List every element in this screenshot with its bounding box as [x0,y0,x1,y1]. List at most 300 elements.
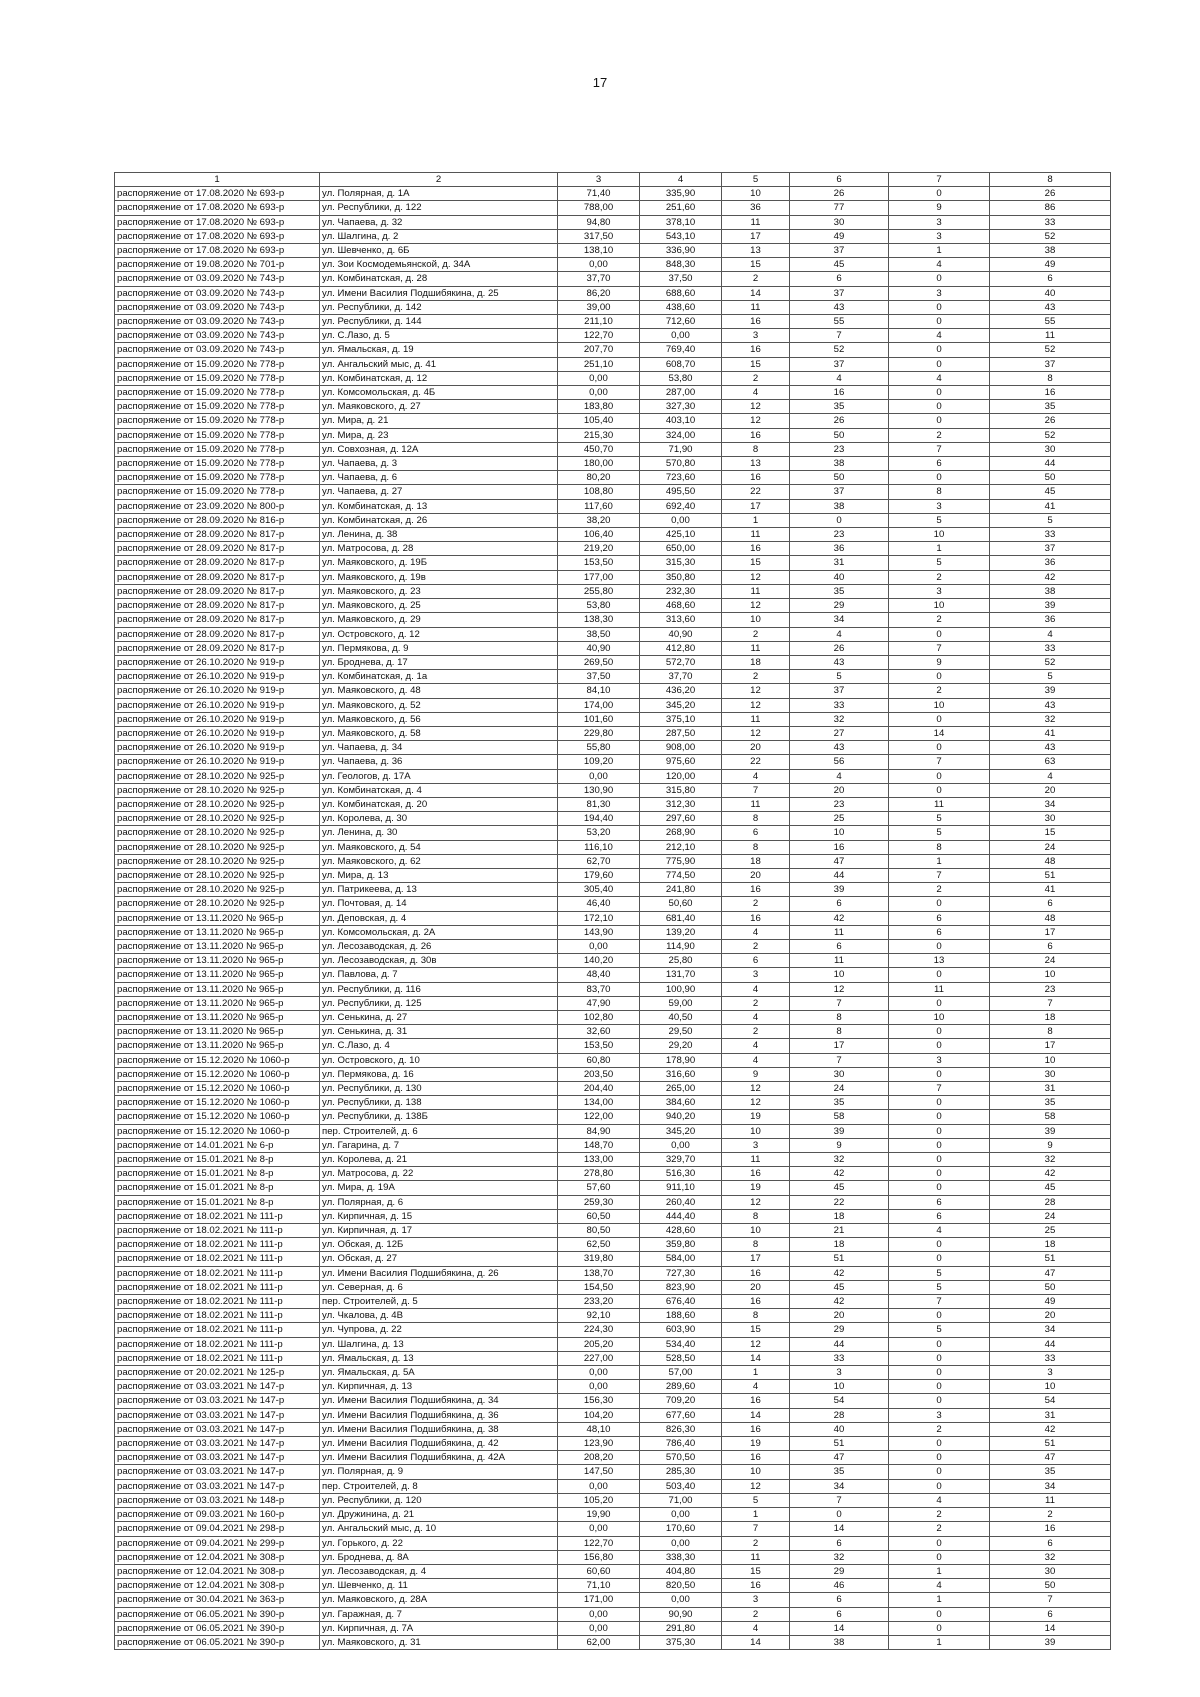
table-row [115,300,1111,314]
count-3-cell: 3 [889,229,990,243]
total-cell: 39 [990,1635,1111,1649]
total-cell: 38 [990,584,1111,598]
area-2-cell: 40,50 [640,1010,722,1024]
table-row [115,897,1111,911]
total-cell: 31 [990,1408,1111,1422]
table-row [115,840,1111,854]
table-row [115,1323,1111,1337]
count-3-cell: 2 [889,1422,990,1436]
total-cell: 42 [990,570,1111,584]
count-3-cell: 1 [889,244,990,258]
address-cell: ул. Ямальская, д. 19 [320,343,558,357]
total-cell: 35 [990,1096,1111,1110]
address-cell: ул. Кирпичная, д. 15 [320,1209,558,1223]
address-cell: ул. Почтовая, д. 14 [320,897,558,911]
count-2-cell: 27 [790,726,889,740]
area-1-cell: 105,20 [558,1493,640,1507]
count-2-cell: 55 [790,315,889,329]
count-2-cell: 37 [790,684,889,698]
total-cell: 9 [990,1138,1111,1152]
address-cell: ул. Обская, д. 12Б [320,1238,558,1252]
count-3-cell: 0 [889,272,990,286]
order-cell: распоряжение от 18.02.2021 № 111-р [115,1351,320,1365]
area-1-cell: 0,00 [558,371,640,385]
area-2-cell: 170,60 [640,1522,722,1536]
table-row [115,343,1111,357]
area-2-cell: 285,30 [640,1465,722,1479]
area-1-cell: 208,20 [558,1451,640,1465]
address-cell: ул. Полярная, д. 9 [320,1465,558,1479]
area-1-cell: 62,50 [558,1238,640,1252]
order-cell: распоряжение от 13.11.2020 № 965-р [115,1025,320,1039]
table-row [115,1522,1111,1536]
total-cell: 36 [990,613,1111,627]
count-3-cell: 0 [889,1394,990,1408]
count-2-cell: 6 [790,897,889,911]
total-cell: 31 [990,1082,1111,1096]
count-2-cell: 50 [790,471,889,485]
table-row [115,1252,1111,1266]
area-1-cell: 60,60 [558,1564,640,1578]
order-cell: распоряжение от 28.10.2020 № 925-р [115,854,320,868]
order-cell: распоряжение от 09.04.2021 № 298-р [115,1522,320,1536]
count-1-cell: 12 [722,1082,790,1096]
count-1-cell: 15 [722,1323,790,1337]
area-2-cell: 516,30 [640,1167,722,1181]
order-cell: распоряжение от 26.10.2020 № 919-р [115,684,320,698]
area-2-cell: 543,10 [640,229,722,243]
area-1-cell: 317,50 [558,229,640,243]
count-1-cell: 16 [722,343,790,357]
area-1-cell: 140,20 [558,954,640,968]
count-1-cell: 17 [722,229,790,243]
order-cell: распоряжение от 03.03.2021 № 147-р [115,1437,320,1451]
area-1-cell: 38,20 [558,513,640,527]
area-2-cell: 425,10 [640,528,722,542]
count-2-cell: 34 [790,613,889,627]
area-2-cell: 436,20 [640,684,722,698]
address-cell: ул. Комсомольская, д. 4Б [320,386,558,400]
address-cell: ул. Деповская, д. 4 [320,911,558,925]
area-1-cell: 143,90 [558,925,640,939]
total-cell: 52 [990,229,1111,243]
total-cell: 18 [990,1238,1111,1252]
count-3-cell: 0 [889,386,990,400]
count-1-cell: 14 [722,286,790,300]
count-2-cell: 6 [790,939,889,953]
order-cell: распоряжение от 28.10.2020 № 925-р [115,897,320,911]
count-1-cell: 11 [722,528,790,542]
count-2-cell: 28 [790,1408,889,1422]
area-1-cell: 153,50 [558,556,640,570]
address-cell: ул. Королева, д. 21 [320,1153,558,1167]
area-1-cell: 84,10 [558,684,640,698]
count-2-cell: 44 [790,868,889,882]
count-3-cell: 0 [889,300,990,314]
count-1-cell: 7 [722,783,790,797]
total-cell: 50 [990,1579,1111,1593]
table-row [115,1195,1111,1209]
address-cell: ул. Кирпичная, д. 7А [320,1621,558,1635]
table-row [115,584,1111,598]
area-1-cell: 255,80 [558,584,640,598]
column-header: 4 [640,173,722,187]
count-2-cell: 34 [790,1479,889,1493]
address-cell: ул. Комбинатская, д. 20 [320,797,558,811]
count-2-cell: 12 [790,982,889,996]
order-cell: распоряжение от 13.11.2020 № 965-р [115,1010,320,1024]
area-2-cell: 29,50 [640,1025,722,1039]
count-3-cell: 0 [889,1067,990,1081]
order-cell: распоряжение от 15.09.2020 № 778-р [115,428,320,442]
count-1-cell: 12 [722,1096,790,1110]
area-1-cell: 156,80 [558,1550,640,1564]
total-cell: 43 [990,300,1111,314]
area-2-cell: 428,60 [640,1224,722,1238]
address-cell: ул. Чкалова, д. 4В [320,1309,558,1323]
address-cell: ул. Комбинатская, д. 4 [320,783,558,797]
order-cell: распоряжение от 15.09.2020 № 778-р [115,485,320,499]
count-3-cell: 0 [889,1025,990,1039]
count-3-cell: 0 [889,1167,990,1181]
count-2-cell: 29 [790,1564,889,1578]
count-1-cell: 20 [722,868,790,882]
address-cell: ул. Броднева, д. 17 [320,655,558,669]
count-2-cell: 56 [790,755,889,769]
count-2-cell: 10 [790,968,889,982]
count-2-cell: 38 [790,1635,889,1649]
total-cell: 41 [990,726,1111,740]
count-3-cell: 5 [889,513,990,527]
order-cell: распоряжение от 18.02.2021 № 111-р [115,1224,320,1238]
count-1-cell: 19 [722,1181,790,1195]
address-cell: ул. С.Лазо, д. 5 [320,329,558,343]
address-cell: ул. Маяковского, д. 19в [320,570,558,584]
area-2-cell: 688,60 [640,286,722,300]
area-2-cell: 131,70 [640,968,722,982]
total-cell: 28 [990,1195,1111,1209]
area-2-cell: 584,00 [640,1252,722,1266]
table-row [115,1337,1111,1351]
count-3-cell: 0 [889,741,990,755]
order-cell: распоряжение от 06.05.2021 № 390-р [115,1607,320,1621]
area-1-cell: 117,60 [558,499,640,513]
area-2-cell: 100,90 [640,982,722,996]
table-row [115,1508,1111,1522]
count-3-cell: 0 [889,1039,990,1053]
address-cell: ул. Чапаева, д. 3 [320,457,558,471]
area-2-cell: 335,90 [640,187,722,201]
total-cell: 39 [990,1124,1111,1138]
address-cell: ул. Северная, д. 6 [320,1280,558,1294]
area-2-cell: 289,60 [640,1380,722,1394]
order-cell: распоряжение от 13.11.2020 № 965-р [115,1039,320,1053]
count-1-cell: 16 [722,1394,790,1408]
count-2-cell: 26 [790,641,889,655]
table-row [115,556,1111,570]
table-row [115,1039,1111,1053]
area-2-cell: 324,00 [640,428,722,442]
total-cell: 49 [990,258,1111,272]
table-row [115,1110,1111,1124]
count-1-cell: 8 [722,812,790,826]
column-header: 6 [790,173,889,187]
order-cell: распоряжение от 17.08.2020 № 693-р [115,201,320,215]
area-1-cell: 81,30 [558,797,640,811]
area-1-cell: 46,40 [558,897,640,911]
address-cell: ул. Шевченко, д. 6Б [320,244,558,258]
count-3-cell: 0 [889,670,990,684]
count-3-cell: 3 [889,499,990,513]
table-row [115,1451,1111,1465]
area-2-cell: 404,80 [640,1564,722,1578]
table-row [115,826,1111,840]
area-1-cell: 102,80 [558,1010,640,1024]
table-row [115,1422,1111,1436]
address-cell: ул. Мира, д. 19А [320,1181,558,1195]
address-cell: ул. Ангальский мыс, д. 10 [320,1522,558,1536]
order-cell: распоряжение от 28.09.2020 № 817-р [115,528,320,542]
count-1-cell: 12 [722,570,790,584]
area-1-cell: 106,40 [558,528,640,542]
total-cell: 35 [990,400,1111,414]
table-row [115,968,1111,982]
count-1-cell: 8 [722,442,790,456]
order-cell: распоряжение от 28.09.2020 № 817-р [115,556,320,570]
count-1-cell: 15 [722,556,790,570]
address-cell: ул. Чапаева, д. 34 [320,741,558,755]
count-2-cell: 24 [790,1082,889,1096]
total-cell: 26 [990,187,1111,201]
count-2-cell: 7 [790,1493,889,1507]
order-cell: распоряжение от 03.09.2020 № 743-р [115,286,320,300]
order-cell: распоряжение от 03.03.2021 № 147-р [115,1465,320,1479]
total-cell: 45 [990,485,1111,499]
count-3-cell: 10 [889,698,990,712]
area-2-cell: 375,30 [640,1635,722,1649]
count-3-cell: 0 [889,1380,990,1394]
count-1-cell: 20 [722,1280,790,1294]
table-row [115,1224,1111,1238]
area-1-cell: 194,40 [558,812,640,826]
count-3-cell: 5 [889,826,990,840]
count-1-cell: 12 [722,1337,790,1351]
area-1-cell: 180,00 [558,457,640,471]
area-2-cell: 0,00 [640,329,722,343]
count-1-cell: 15 [722,357,790,371]
area-1-cell: 0,00 [558,1607,640,1621]
order-cell: распоряжение от 28.09.2020 № 817-р [115,599,320,613]
count-2-cell: 51 [790,1252,889,1266]
area-1-cell: 62,70 [558,854,640,868]
area-1-cell: 108,80 [558,485,640,499]
area-1-cell: 179,60 [558,868,640,882]
count-2-cell: 33 [790,698,889,712]
area-1-cell: 205,20 [558,1337,640,1351]
count-3-cell: 6 [889,1195,990,1209]
address-cell: ул. Мира, д. 21 [320,414,558,428]
area-2-cell: 327,30 [640,400,722,414]
order-cell: распоряжение от 03.03.2021 № 148-р [115,1493,320,1507]
table-row [115,513,1111,527]
count-2-cell: 8 [790,1025,889,1039]
count-3-cell: 0 [889,627,990,641]
address-cell: ул. Полярная, д. 1А [320,187,558,201]
order-cell: распоряжение от 26.10.2020 № 919-р [115,698,320,712]
count-2-cell: 20 [790,1309,889,1323]
address-cell: ул. Чупрова, д. 22 [320,1323,558,1337]
order-cell: распоряжение от 17.08.2020 № 693-р [115,244,320,258]
count-3-cell: 2 [889,883,990,897]
address-cell: ул. Патрикеева, д. 13 [320,883,558,897]
area-1-cell: 53,80 [558,599,640,613]
count-3-cell: 0 [889,357,990,371]
area-1-cell: 138,30 [558,613,640,627]
address-cell: ул. Ямальская, д. 13 [320,1351,558,1365]
count-2-cell: 14 [790,1522,889,1536]
area-1-cell: 227,00 [558,1351,640,1365]
area-2-cell: 25,80 [640,954,722,968]
table-row [115,883,1111,897]
count-3-cell: 0 [889,1621,990,1635]
count-2-cell: 58 [790,1110,889,1124]
order-cell: распоряжение от 28.09.2020 № 817-р [115,627,320,641]
area-1-cell: 0,00 [558,1479,640,1493]
address-cell: ул. Маяковского, д. 62 [320,854,558,868]
area-1-cell: 219,20 [558,542,640,556]
count-1-cell: 6 [722,826,790,840]
table-row [115,499,1111,513]
address-cell: ул. Полярная, д. 6 [320,1195,558,1209]
order-cell: распоряжение от 15.01.2021 № 8-р [115,1167,320,1181]
address-cell: ул. Королева, д. 30 [320,812,558,826]
order-cell: распоряжение от 28.10.2020 № 925-р [115,826,320,840]
order-cell: распоряжение от 12.04.2021 № 308-р [115,1579,320,1593]
count-1-cell: 10 [722,187,790,201]
count-2-cell: 7 [790,1053,889,1067]
area-1-cell: 174,00 [558,698,640,712]
table-row [115,670,1111,684]
area-2-cell: 139,20 [640,925,722,939]
area-1-cell: 71,10 [558,1579,640,1593]
total-cell: 30 [990,442,1111,456]
count-1-cell: 20 [722,741,790,755]
total-cell: 43 [990,698,1111,712]
address-cell: ул. Гаражная, д. 7 [320,1607,558,1621]
area-2-cell: 820,50 [640,1579,722,1593]
count-3-cell: 0 [889,769,990,783]
area-2-cell: 57,00 [640,1366,722,1380]
table-row [115,1053,1111,1067]
count-3-cell: 0 [889,1309,990,1323]
address-cell: ул. Комбинатская, д. 28 [320,272,558,286]
count-3-cell: 0 [889,471,990,485]
total-cell: 55 [990,315,1111,329]
count-1-cell: 2 [722,670,790,684]
count-1-cell: 12 [722,698,790,712]
count-2-cell: 25 [790,812,889,826]
area-1-cell: 156,30 [558,1394,640,1408]
count-3-cell: 0 [889,414,990,428]
address-cell: ул. Геологов, д. 17А [320,769,558,783]
area-1-cell: 0,00 [558,1380,640,1394]
order-cell: распоряжение от 28.09.2020 № 817-р [115,613,320,627]
count-3-cell: 0 [889,1536,990,1550]
count-2-cell: 45 [790,1181,889,1195]
address-cell: ул. Маяковского, д. 23 [320,584,558,598]
total-cell: 52 [990,343,1111,357]
area-2-cell: 438,60 [640,300,722,314]
address-cell: ул. Имени Василия Подшибякина, д. 42А [320,1451,558,1465]
table-row [115,1437,1111,1451]
order-cell: распоряжение от 15.12.2020 № 1060-р [115,1082,320,1096]
total-cell: 58 [990,1110,1111,1124]
address-cell: ул. Гагарина, д. 7 [320,1138,558,1152]
count-3-cell: 4 [889,258,990,272]
count-1-cell: 11 [722,1153,790,1167]
total-cell: 38 [990,244,1111,258]
table-row [115,655,1111,669]
order-cell: распоряжение от 03.09.2020 № 743-р [115,272,320,286]
area-2-cell: 495,50 [640,485,722,499]
area-1-cell: 319,80 [558,1252,640,1266]
area-1-cell: 269,50 [558,655,640,669]
order-cell: распоряжение от 13.11.2020 № 965-р [115,911,320,925]
count-3-cell: 3 [889,1053,990,1067]
count-3-cell: 2 [889,613,990,627]
count-2-cell: 6 [790,1593,889,1607]
area-2-cell: 911,10 [640,1181,722,1195]
area-1-cell: 134,00 [558,1096,640,1110]
total-cell: 6 [990,939,1111,953]
order-cell: распоряжение от 15.09.2020 № 778-р [115,371,320,385]
count-3-cell: 14 [889,726,990,740]
count-1-cell: 16 [722,315,790,329]
count-1-cell: 11 [722,1550,790,1564]
table-row [115,442,1111,456]
count-1-cell: 9 [722,1067,790,1081]
area-2-cell: 37,70 [640,670,722,684]
area-2-cell: 0,00 [640,1138,722,1152]
table-row [115,1167,1111,1181]
area-1-cell: 60,80 [558,1053,640,1067]
order-cell: распоряжение от 15.09.2020 № 778-р [115,457,320,471]
count-3-cell: 3 [889,215,990,229]
table-row [115,414,1111,428]
area-2-cell: 120,00 [640,769,722,783]
area-2-cell: 350,80 [640,570,722,584]
area-2-cell: 975,60 [640,755,722,769]
table-row [115,485,1111,499]
count-1-cell: 11 [722,584,790,598]
count-1-cell: 2 [722,939,790,953]
total-cell: 4 [990,769,1111,783]
total-cell: 37 [990,542,1111,556]
count-3-cell: 9 [889,655,990,669]
address-cell: ул. Шалгина, д. 2 [320,229,558,243]
count-3-cell: 3 [889,286,990,300]
count-3-cell: 11 [889,982,990,996]
area-1-cell: 788,00 [558,201,640,215]
table-row [115,187,1111,201]
area-2-cell: 315,30 [640,556,722,570]
table-row [115,386,1111,400]
count-2-cell: 35 [790,400,889,414]
total-cell: 42 [990,1422,1111,1436]
address-cell: ул. Ангальский мыс, д. 41 [320,357,558,371]
order-cell: распоряжение от 03.03.2021 № 147-р [115,1451,320,1465]
total-cell: 54 [990,1394,1111,1408]
